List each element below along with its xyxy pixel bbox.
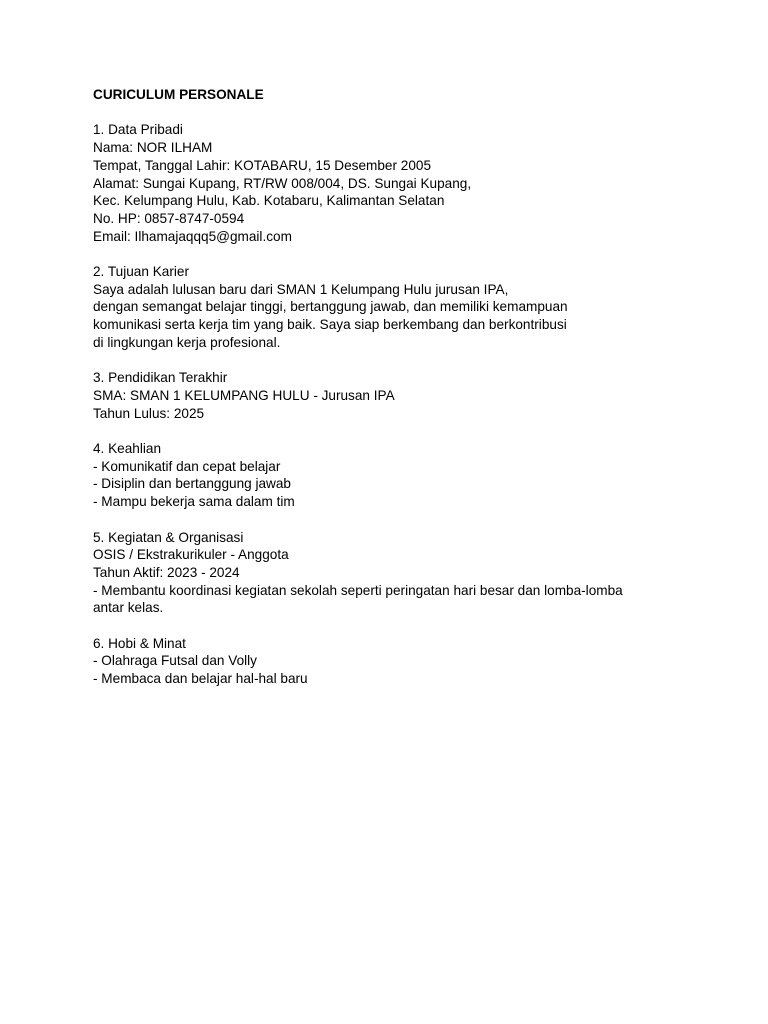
section-pendidikan-terakhir — [93, 369, 733, 422]
text-line: Alamat: Sungai Kupang, RT/RW 008/004, DS. Sungai Kupang, — [93, 175, 472, 191]
text-line: dengan semangat belajar tinggi, bertanggung jawab, dan memiliki kemampuan — [93, 299, 568, 315]
text-line: Tahun Aktif: 2023 - 2024 — [93, 564, 240, 580]
text-line: Saya adalah lulusan baru dari SMAN 1 Kelumpang Hulu jurusan IPA, — [93, 281, 509, 297]
section-heading: 6. Hobi & Minat — [93, 635, 186, 651]
text-line: Nama: NOR ILHAM — [93, 140, 213, 156]
list-item: - Komunikatif dan cepat belajar — [93, 458, 281, 474]
text-line: Tempat, Tanggal Lahir: KOTABARU, 15 Desember 2005 — [93, 157, 432, 173]
text-line: komunikasi serta kerja tim yang baik. Saya siap berkembang dan berkontribusi — [93, 317, 567, 333]
list-item: - Membantu koordinasi kegiatan sekolah seperti peringatan hari besar dan lomba-lomba — [93, 582, 623, 598]
list-item: - Disiplin dan bertanggung jawab — [93, 476, 291, 492]
section-heading: 3. Pendidikan Terakhir — [93, 370, 228, 386]
document-content — [93, 86, 733, 688]
text-line: No. HP: 0857-8747-0594 — [93, 210, 245, 226]
section-heading: 1. Data Pribadi — [93, 122, 183, 138]
list-item: - Membaca dan belajar hal-hal baru — [93, 671, 308, 687]
list-item: - Olahraga Futsal dan Volly — [93, 653, 257, 669]
text-line: antar kelas. — [93, 600, 164, 616]
text-line: OSIS / Ekstrakurikuler - Anggota — [93, 547, 289, 563]
text-line: SMA: SMAN 1 KELUMPANG HULU - Jurusan IPA — [93, 387, 395, 403]
section-heading: 5. Kegiatan & Organisasi — [93, 529, 244, 545]
section-kegiatan-organisasi — [93, 529, 733, 618]
section-hobi-minat — [93, 635, 733, 688]
text-line: di lingkungan kerja profesional. — [93, 334, 281, 350]
list-item: - Mampu bekerja sama dalam tim — [93, 494, 295, 510]
section-tujuan-karier — [93, 263, 733, 352]
section-heading: 4. Keahlian — [93, 441, 162, 456]
text-line: Email: Ilhamajaqqq5@gmail.com — [93, 228, 292, 244]
text-line: Tahun Lulus: 2025 — [93, 405, 205, 421]
section-keahlian — [93, 440, 733, 511]
text-line: Kec. Kelumpang Hulu, Kab. Kotabaru, Kalimantan Selatan — [93, 193, 445, 209]
section-data-pribadi — [93, 121, 733, 245]
section-heading: 2. Tujuan Karier — [93, 264, 189, 279]
document-title: CURICULUM PERSONALE — [93, 87, 264, 102]
